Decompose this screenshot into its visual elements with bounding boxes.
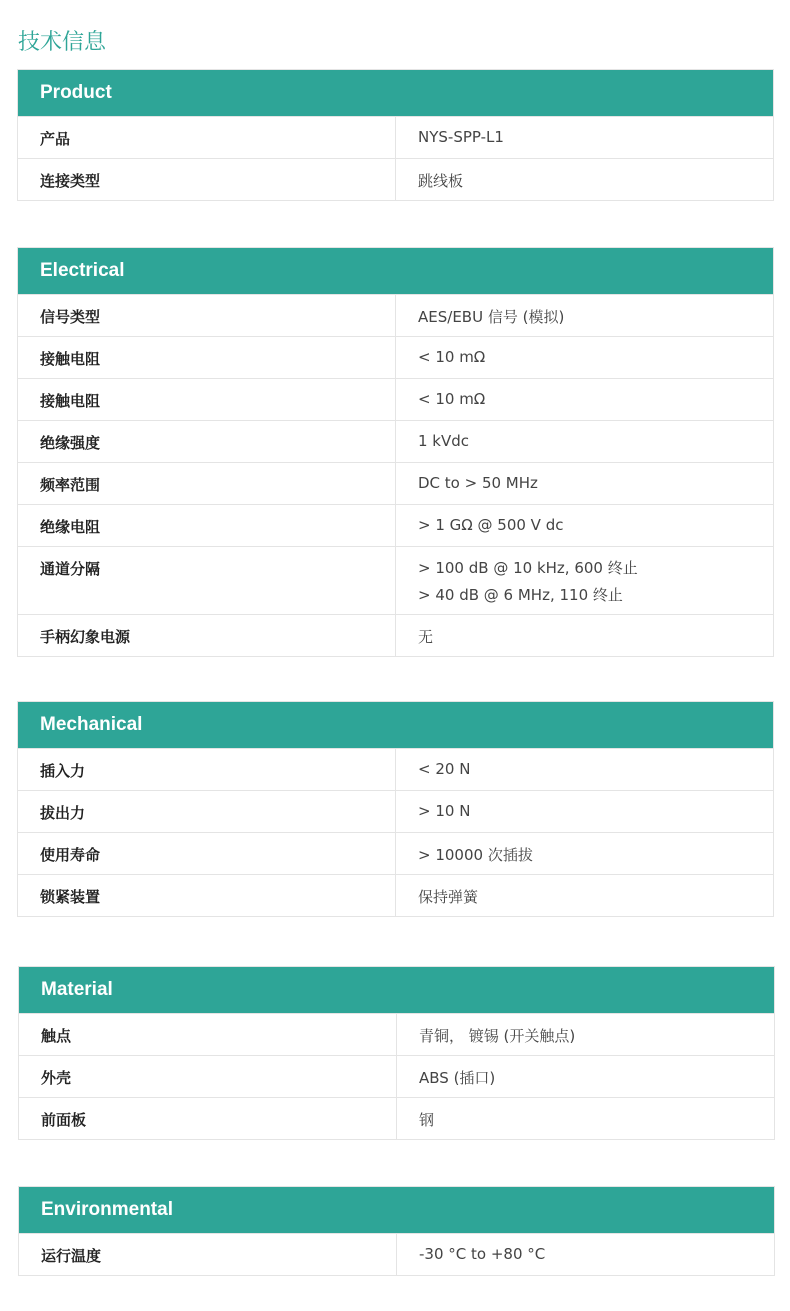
spec-key: 触点 (19, 1014, 397, 1055)
spec-key: 拔出力 (18, 791, 396, 832)
spec-key: 使用寿命 (18, 833, 396, 874)
table-row (18, 748, 773, 790)
mechanical-spec-table (17, 701, 774, 917)
table-row (18, 504, 773, 546)
table-row (18, 420, 773, 462)
table-row (18, 462, 773, 504)
spec-key: 接触电阻 (18, 337, 396, 378)
spec-key: 绝缘强度 (18, 421, 396, 462)
spec-value: NYS-SPP-L1 (418, 128, 504, 146)
table-row (18, 874, 773, 916)
table-row (18, 336, 773, 378)
spec-value: 青铜， 镀锡 (开关触点) (419, 1027, 576, 1045)
spec-key: 外壳 (19, 1056, 397, 1097)
section-header-environmental: Environmental (19, 1187, 774, 1233)
section-header-product: Product (18, 70, 773, 116)
section-header-material: Material (19, 967, 774, 1013)
table-row (18, 546, 773, 614)
spec-value: < 10 mΩ (418, 348, 486, 366)
spec-value: > 10 N (418, 802, 471, 820)
spec-value: 跳线板 (418, 172, 464, 190)
spec-key: 信号类型 (18, 295, 396, 336)
table-row (18, 294, 773, 336)
spec-key: 手柄幻象电源 (18, 615, 396, 656)
spec-key: 产品 (18, 117, 396, 158)
product-spec-table (17, 69, 774, 201)
spec-value-multiline (396, 547, 773, 614)
table-row (18, 116, 773, 158)
table-row (18, 158, 773, 200)
spec-value: 无 (418, 628, 434, 646)
table-row (19, 1013, 774, 1055)
electrical-spec-table (17, 247, 774, 657)
spec-value: > 1 GΩ @ 500 V dc (418, 516, 564, 534)
spec-key: 连接类型 (18, 159, 396, 200)
table-row (18, 614, 773, 656)
spec-value-line: > 40 dB @ 6 MHz, 110 终止 (418, 586, 623, 604)
spec-key: 频率范围 (18, 463, 396, 504)
table-row (18, 790, 773, 832)
spec-value: < 20 N (418, 760, 471, 778)
table-row (19, 1097, 774, 1139)
spec-key: 前面板 (19, 1098, 397, 1139)
material-spec-table (18, 966, 775, 1140)
spec-key: 运行温度 (19, 1234, 397, 1275)
spec-key: 绝缘电阻 (18, 505, 396, 546)
spec-value-line: > 100 dB @ 10 kHz, 600 终止 (418, 559, 638, 577)
page-title: 技术信息 (18, 30, 107, 55)
table-row (19, 1233, 774, 1275)
table-row (19, 1055, 774, 1097)
spec-value: < 10 mΩ (418, 390, 486, 408)
spec-value: 1 kVdc (418, 432, 470, 450)
spec-value: DC to > 50 MHz (418, 474, 538, 492)
spec-key: 通道分隔 (18, 547, 396, 614)
section-header-mechanical: Mechanical (18, 702, 773, 748)
environmental-spec-table (18, 1186, 775, 1276)
spec-value: > 10000 次插拔 (418, 846, 533, 864)
spec-key: 接触电阻 (18, 379, 396, 420)
spec-key: 插入力 (18, 749, 396, 790)
section-header-electrical: Electrical (18, 248, 773, 294)
spec-value: ABS (插口) (419, 1069, 496, 1087)
spec-value: AES/EBU 信号 (模拟) (418, 308, 565, 326)
spec-value: 保持弹簧 (418, 888, 479, 906)
spec-value: 钢 (419, 1111, 435, 1129)
spec-value: -30 °C to +80 °C (419, 1245, 546, 1263)
table-row (18, 832, 773, 874)
table-row (18, 378, 773, 420)
spec-key: 锁紧装置 (18, 875, 396, 916)
